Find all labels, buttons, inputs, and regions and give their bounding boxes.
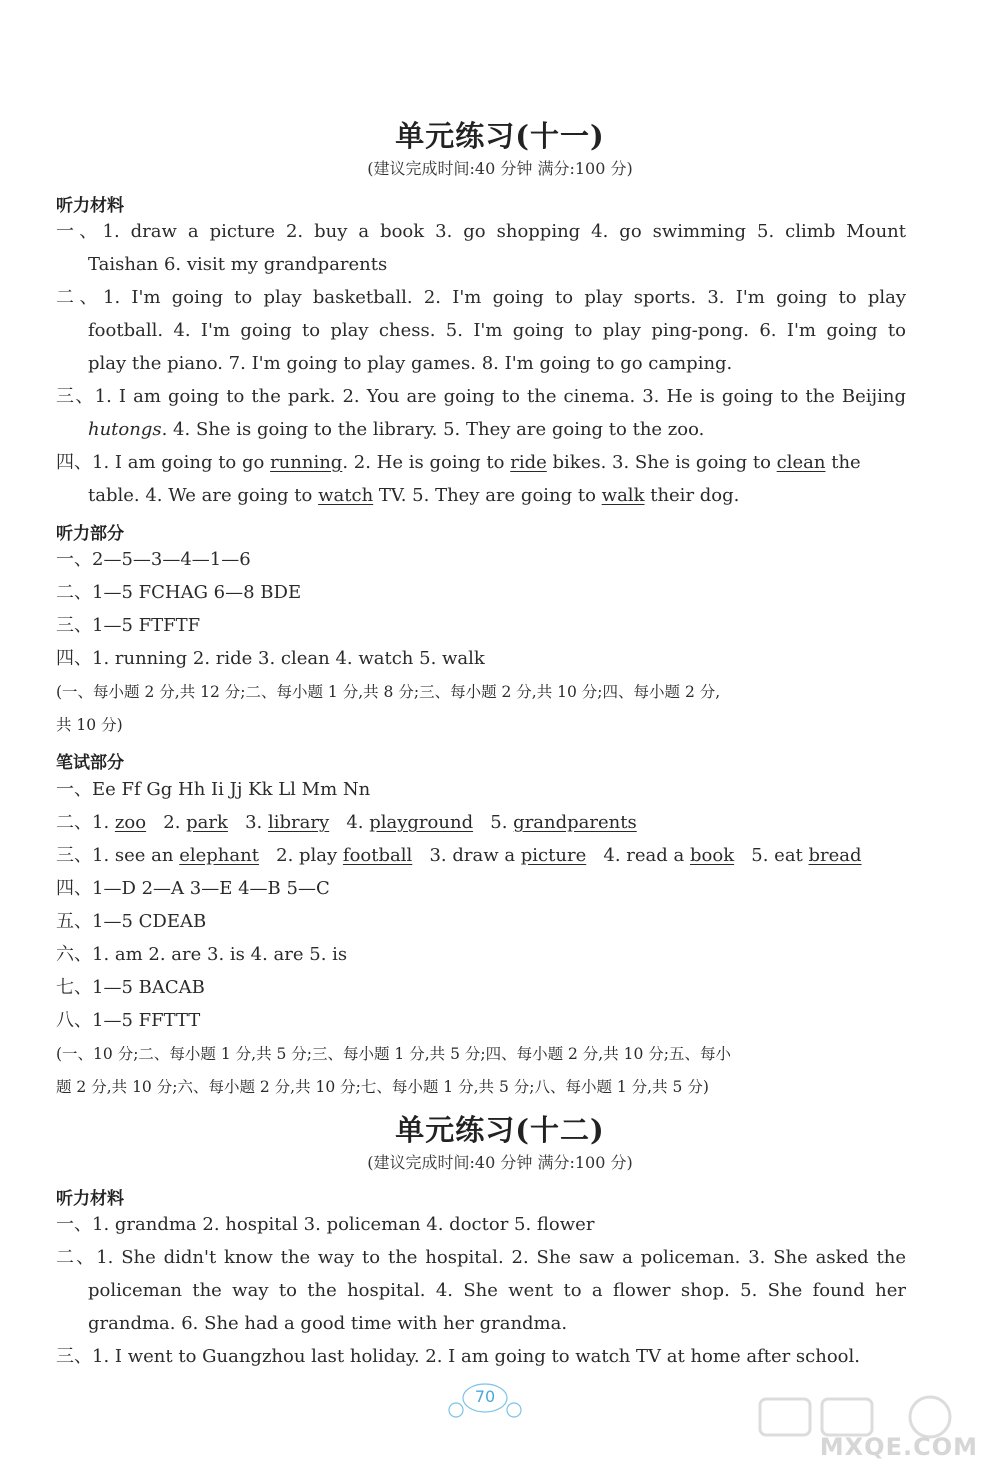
text-segment: 5. — [490, 812, 514, 833]
unit11-wp-q4: 四、1—D 2—A 3—E 4—B 5—C — [56, 878, 330, 899]
underlined-word: bread — [808, 845, 862, 866]
underlined-word: running — [270, 452, 343, 473]
unit11-lm-q2-line1: 二、1. I'm going to play basketball. 2. I'm going to play sports. 3. I'm going to play — [56, 287, 906, 308]
unit11-lm-q3-line2 — [88, 418, 906, 442]
underlined-word: clean — [776, 452, 826, 473]
text-segment: 4. read a — [603, 845, 690, 866]
watermark — [740, 1395, 990, 1465]
unit12-lm-q2-line3: grandma. 6. She had a good time with her grandma. — [88, 1313, 568, 1334]
unit12-lm-q2-line1: 二、1. She didn't know the way to the hospital. 2. She saw a policeman. 3. She asked the — [56, 1247, 906, 1268]
underlined-word: ride — [510, 452, 547, 473]
unit11-wp-q7: 七、1—5 BACAB — [56, 977, 205, 998]
unit11-wp-scoring-line1: (一、10 分;二、每小题 1 分,共 5 分;三、每小题 1 分,共 5 分;四、每小题 2 分,共 10 分;五、每小 — [56, 1045, 732, 1063]
unit11-lm-q4-line2 — [88, 484, 906, 508]
text-segment: 3. — [245, 812, 268, 833]
text-segment: 4. — [346, 812, 370, 833]
page-number: 70 — [474, 1387, 496, 1406]
unit11-lp-q3: 三、1—5 FTFTF — [56, 615, 201, 636]
unit11-wp-q2 — [56, 811, 906, 835]
text-segment: 2. — [163, 812, 187, 833]
unit11-lm-q1-line2: Taishan 6. visit my grandparents — [88, 254, 388, 275]
unit12-lm-q3: 三、1. I went to Guangzhou last holiday. 2. I am going to watch TV at home after school. — [56, 1346, 860, 1367]
underlined-word: elephant — [179, 845, 259, 866]
watermark-text: MXQE.COM — [819, 1433, 978, 1461]
unit11-subtitle: (建议完成时间:40 分钟 满分:100 分) — [367, 159, 633, 178]
underlined-word: library — [268, 812, 330, 833]
unit11-lm-q3-line1: 三、1. I am going to the park. 2. You are going to the cinema. 3. He is going to the Beijing — [56, 386, 906, 407]
text-segment: 3. draw a — [429, 845, 521, 866]
unit11-lm-q2-line3: play the piano. 7. I'm going to play games. 8. I'm going to go camping. — [88, 353, 733, 374]
unit11-lm-q3-rest: . 4. She is going to the library. 5. They are going to the zoo. — [161, 419, 705, 440]
unit12-lm-q2-line2: policeman the way to the hospital. 4. She went to a flower shop. 5. She found her — [88, 1280, 906, 1301]
unit11-lm-q2-line2: football. 4. I'm going to play chess. 5. I'm going to play ping-pong. 6. I'm going to — [88, 320, 906, 341]
text-segment: 二、1. — [56, 812, 115, 833]
text-segment: their dog. — [644, 485, 740, 506]
underlined-word: playground — [369, 812, 474, 833]
unit11-lp-q1: 一、2—5—3—4—1—6 — [56, 549, 251, 570]
unit11-written-part-heading: 笔试部分 — [56, 753, 124, 773]
unit11-listening-material-heading: 听力材料 — [56, 196, 124, 216]
unit11-wp-q6: 六、1. am 2. are 3. is 4. are 5. is — [56, 944, 348, 965]
underlined-word: grandparents — [513, 812, 637, 833]
hutongs-word: hutongs — [88, 419, 162, 440]
unit12-subtitle: (建议完成时间:40 分钟 满分:100 分) — [367, 1153, 633, 1172]
text-segment: 5. eat — [751, 845, 809, 866]
underlined-word: watch — [318, 485, 374, 506]
unit11-wp-q1: 一、Ee Ff Gg Hh Ii Jj Kk Ll Mm Nn — [56, 779, 371, 800]
unit11-lm-q1-line1: 一、1. draw a picture 2. buy a book 3. go shopping 4. go swimming 5. climb Mount — [56, 221, 906, 242]
unit12-title: 单元练习(十二) — [395, 1113, 605, 1147]
unit11-lm-q4-line1 — [56, 451, 906, 475]
text-segment: TV. 5. They are going to — [373, 485, 602, 506]
unit11-lp-q4: 四、1. running 2. ride 3. clean 4. watch 5. walk — [56, 648, 485, 669]
underlined-word: football — [342, 845, 413, 866]
underlined-word: zoo — [114, 812, 147, 833]
underlined-word: walk — [601, 485, 645, 506]
unit11-wp-q3 — [56, 844, 906, 868]
text-segment: bikes. 3. She is going to — [546, 452, 777, 473]
text-segment: 四、1. I am going to go — [56, 452, 271, 473]
unit11-listening-part-heading: 听力部分 — [56, 524, 124, 544]
unit11-lp-scoring-line2: 共 10 分) — [56, 716, 123, 734]
underlined-word: picture — [520, 845, 587, 866]
underlined-word: park — [186, 812, 228, 833]
unit11-wp-q5: 五、1—5 CDEAB — [56, 911, 207, 932]
underlined-word: book — [690, 845, 735, 866]
unit12-lm-q1: 一、1. grandma 2. hospital 3. policeman 4. doctor 5. flower — [56, 1214, 595, 1235]
unit11-lp-q2: 二、1—5 FCHAG 6—8 BDE — [56, 582, 302, 603]
page-number-badge — [440, 1380, 530, 1420]
text-segment: 2. play — [276, 845, 343, 866]
unit11-wp-scoring-line2: 题 2 分,共 10 分;六、每小题 2 分,共 10 分;七、每小题 1 分,共 5 分;八、每小题 1 分,共 5 分) — [56, 1078, 709, 1096]
unit11-title: 单元练习(十一) — [395, 119, 605, 153]
text-segment: table. 4. We are going to — [88, 485, 319, 506]
unit12-listening-material-heading: 听力材料 — [56, 1189, 124, 1209]
text-segment: . 2. He is going to — [342, 452, 511, 473]
unit11-lp-scoring-line1: (一、每小题 2 分,共 12 分;二、每小题 1 分,共 8 分;三、每小题 2 分,共 10 分;四、每小题 2 分, — [56, 683, 721, 701]
text-segment: the — [825, 452, 861, 473]
text-segment: 三、1. see an — [56, 845, 180, 866]
unit11-wp-q8: 八、1—5 FFTTT — [56, 1010, 201, 1031]
